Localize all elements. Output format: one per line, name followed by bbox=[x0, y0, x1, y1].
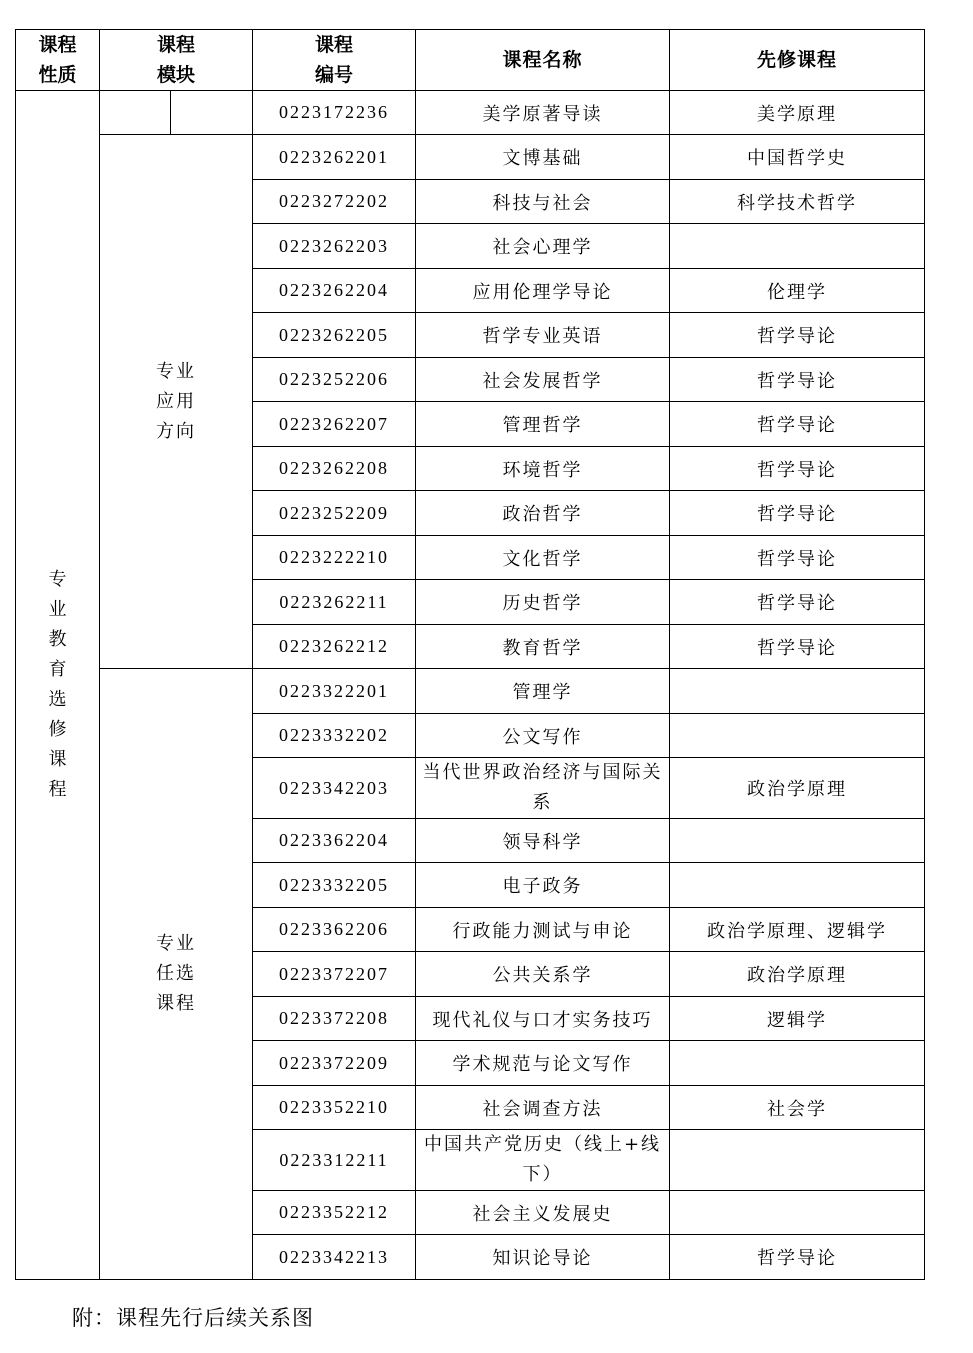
course-prereq: 逻辑学 bbox=[670, 997, 925, 1041]
course-name: 文博基础 bbox=[416, 135, 670, 180]
course-name: 文化哲学 bbox=[416, 536, 670, 580]
course-code: 0223272202 bbox=[253, 180, 416, 224]
course-prereq bbox=[670, 819, 925, 863]
course-code: 0223252206 bbox=[253, 358, 416, 402]
course-code: 0223262207 bbox=[253, 402, 416, 447]
course-prereq: 中国哲学史 bbox=[670, 135, 925, 180]
course-prereq: 哲学导论 bbox=[670, 447, 925, 491]
course-name: 社会主义发展史 bbox=[416, 1191, 670, 1235]
course-name: 教育哲学 bbox=[416, 625, 670, 669]
course-code: 0223332205 bbox=[253, 863, 416, 908]
table-row bbox=[16, 135, 925, 180]
course-table bbox=[15, 29, 925, 1280]
course-prereq: 哲学导论 bbox=[670, 358, 925, 402]
table-row bbox=[16, 91, 925, 135]
course-prereq: 政治学原理 bbox=[670, 952, 925, 997]
course-name: 社会心理学 bbox=[416, 224, 670, 269]
course-prereq bbox=[670, 1130, 925, 1191]
course-prereq: 哲学导论 bbox=[670, 580, 925, 625]
course-code: 0223332202 bbox=[253, 714, 416, 758]
course-prereq: 美学原理 bbox=[670, 91, 925, 135]
course-prereq: 社会学 bbox=[670, 1086, 925, 1130]
course-prereq: 伦理学 bbox=[670, 269, 925, 313]
course-name: 学术规范与论文写作 bbox=[416, 1041, 670, 1086]
course-name: 管理学 bbox=[416, 669, 670, 714]
header-row bbox=[16, 30, 925, 91]
course-prereq bbox=[670, 224, 925, 269]
course-code: 0223342203 bbox=[253, 758, 416, 819]
course-code: 0223222210 bbox=[253, 536, 416, 580]
footer-note: 附：课程先行后续关系图 bbox=[72, 1306, 314, 1330]
empty-cell bbox=[100, 91, 171, 135]
header-module: 课程模块 bbox=[100, 30, 253, 91]
course-name: 美学原著导读 bbox=[416, 91, 670, 135]
course-name: 科技与社会 bbox=[416, 180, 670, 224]
module-cell-applied: 专业应用方向 bbox=[100, 135, 253, 669]
course-nature-cell: 专业教育选修课程 bbox=[16, 91, 100, 1280]
course-code: 0223262211 bbox=[253, 580, 416, 625]
course-code: 0223172236 bbox=[253, 91, 416, 135]
course-code: 0223322201 bbox=[253, 669, 416, 714]
course-prereq bbox=[670, 863, 925, 908]
course-name: 公文写作 bbox=[416, 714, 670, 758]
header-nature: 课程性质 bbox=[16, 30, 100, 91]
table-row bbox=[16, 669, 925, 714]
module-cell-elective: 专业任选课程 bbox=[100, 669, 253, 1280]
course-name: 公共关系学 bbox=[416, 952, 670, 997]
empty-cell bbox=[171, 91, 253, 135]
course-name: 应用伦理学导论 bbox=[416, 269, 670, 313]
course-prereq: 哲学导论 bbox=[670, 1235, 925, 1280]
course-code: 0223352212 bbox=[253, 1191, 416, 1235]
course-code: 0223372207 bbox=[253, 952, 416, 997]
course-code: 0223262204 bbox=[253, 269, 416, 313]
course-code: 0223262203 bbox=[253, 224, 416, 269]
course-prereq: 科学技术哲学 bbox=[670, 180, 925, 224]
course-name: 社会发展哲学 bbox=[416, 358, 670, 402]
course-code: 0223352210 bbox=[253, 1086, 416, 1130]
course-code: 0223262208 bbox=[253, 447, 416, 491]
course-prereq: 哲学导论 bbox=[670, 313, 925, 358]
course-name: 社会调查方法 bbox=[416, 1086, 670, 1130]
course-code: 0223342213 bbox=[253, 1235, 416, 1280]
course-code: 0223372208 bbox=[253, 997, 416, 1041]
course-name: 环境哲学 bbox=[416, 447, 670, 491]
course-name: 电子政务 bbox=[416, 863, 670, 908]
course-name: 中国共产党历史（线上+线下） bbox=[416, 1130, 670, 1191]
course-prereq: 政治学原理 bbox=[670, 758, 925, 819]
course-prereq: 哲学导论 bbox=[670, 536, 925, 580]
course-name: 管理哲学 bbox=[416, 402, 670, 447]
course-code: 0223362204 bbox=[253, 819, 416, 863]
course-prereq: 哲学导论 bbox=[670, 625, 925, 669]
course-name: 历史哲学 bbox=[416, 580, 670, 625]
course-name: 行政能力测试与申论 bbox=[416, 908, 670, 952]
course-name: 当代世界政治经济与国际关系 bbox=[416, 758, 670, 819]
header-code: 课程编号 bbox=[253, 30, 416, 91]
course-code: 0223312211 bbox=[253, 1130, 416, 1191]
course-code: 0223372209 bbox=[253, 1041, 416, 1086]
course-prereq: 哲学导论 bbox=[670, 402, 925, 447]
course-name: 政治哲学 bbox=[416, 491, 670, 536]
course-prereq: 政治学原理、逻辑学 bbox=[670, 908, 925, 952]
course-code: 0223262212 bbox=[253, 625, 416, 669]
course-name: 领导科学 bbox=[416, 819, 670, 863]
course-prereq bbox=[670, 1191, 925, 1235]
course-code: 0223262205 bbox=[253, 313, 416, 358]
course-code: 0223252209 bbox=[253, 491, 416, 536]
course-prereq bbox=[670, 714, 925, 758]
course-prereq bbox=[670, 669, 925, 714]
course-code: 0223362206 bbox=[253, 908, 416, 952]
course-prereq: 哲学导论 bbox=[670, 491, 925, 536]
course-name: 哲学专业英语 bbox=[416, 313, 670, 358]
course-prereq bbox=[670, 1041, 925, 1086]
course-name: 知识论导论 bbox=[416, 1235, 670, 1280]
course-code: 0223262201 bbox=[253, 135, 416, 180]
course-name: 现代礼仪与口才实务技巧 bbox=[416, 997, 670, 1041]
header-name: 课程名称 bbox=[416, 30, 670, 91]
header-prereq: 先修课程 bbox=[670, 30, 925, 91]
